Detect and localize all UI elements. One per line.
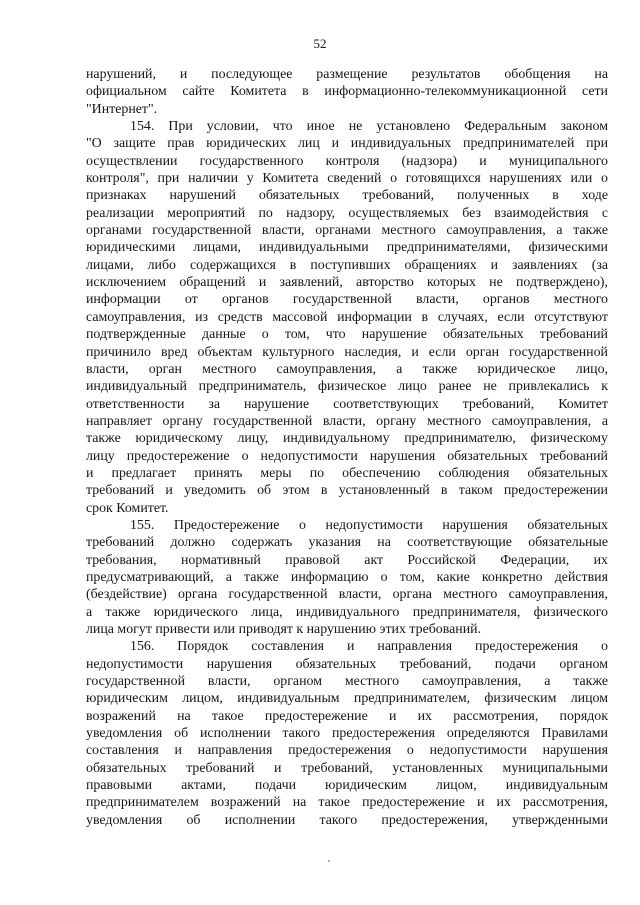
text-line: недопустимости нарушения обязательных требований, подачи органом	[86, 656, 608, 672]
text-line: лицу предостережение о недопустимости нарушения обязательных требований	[86, 448, 608, 464]
text-line: обязательных требований и требований, установленных муниципальными	[86, 760, 608, 776]
text-line: "Интернет".	[86, 101, 158, 117]
text-line: предпринимателем возражений на такое предостережение и их рассмотрения,	[86, 795, 608, 811]
text-line: а также юридического лица, индивидуального предпринимателя, физического	[86, 604, 608, 620]
text-line: предусматривающий, а также информацию о том, какие конкретно действия	[86, 569, 608, 585]
text-line: (бездействие) органа государственной власти, органа местного самоуправления,	[86, 587, 608, 603]
scan-speck	[328, 860, 330, 862]
text-line: 155. Предостережение о недопустимости нарушения обязательных	[130, 517, 608, 533]
text-line: правовыми актами, подачи юридическим лицом, индивидуальным	[86, 778, 608, 794]
text-line: требований должно содержать указания на соответствующие обязательные	[86, 535, 608, 551]
text-line: нарушений, и последующее размещение результатов обобщения на	[86, 67, 608, 82]
text-line: юридическим лицом, индивидуальным предпринимателем, физическим лицом	[86, 691, 608, 707]
text-line: лица могут привести или приводят к нарушению этих требований.	[86, 622, 482, 637]
text-line: подтвержденные данные о том, что нарушение обязательных требований	[86, 327, 608, 343]
text-line: ответственности за нарушение соответствующих требований, Комитет	[86, 396, 608, 412]
text-line: органами государственной власти, органами местного самоуправления, а также	[86, 223, 608, 239]
text-line: требований и уведомить об этом в установленный в таком предостережении	[86, 483, 608, 499]
text-line: официальном сайте Комитета в информационно-телекоммуникационной сети	[86, 84, 608, 100]
text-line: власти, орган местного самоуправления, а также юридическое лицо,	[86, 361, 608, 377]
text-line: юридическими лицами, индивидуальными предпринимателями, физическими	[86, 240, 608, 256]
text-line: и предлагает принять меры по обеспечению соблюдения обязательных	[86, 465, 608, 481]
text-line: уведомления об исполнении такого предостережения определяются Правилами	[86, 726, 608, 742]
text-line: контроля", при наличии у Комитета сведений о готовящихся нарушениях или о	[86, 171, 608, 187]
text-line: 154. При условии, что иное не установлено Федеральным законом	[130, 119, 608, 135]
text-line: информации от органов государственной власти, органов местного	[86, 292, 608, 308]
text-line: 156. Порядок составления и направления предостережения о	[130, 639, 608, 655]
text-line: государственной власти, органом местного самоуправления, а также	[86, 674, 608, 690]
text-line: направляет органу государственной власти, органу местного самоуправления, а	[86, 413, 608, 429]
text-line: причинило вред объектам культурного наследия, и если орган государственной	[86, 344, 608, 360]
text-line: также юридическому лицу, индивидуальному предпринимателю, физическому	[86, 431, 608, 447]
text-line: уведомления об исполнении такого предостережения, утвержденными	[86, 812, 608, 828]
text-line: составления и направления предостережения о недопустимости нарушения	[86, 743, 608, 759]
text-line: признаках нарушений обязательных требований, полученных в ходе	[86, 188, 608, 204]
document-body	[86, 66, 608, 829]
text-line: реализации мероприятий по надзору, осуществляемых без взаимодействия с	[86, 205, 608, 221]
text-line: самоуправления, из средств массовой информации в случаях, если отсутствуют	[86, 309, 608, 325]
text-line: срок Комитет.	[86, 500, 169, 516]
text-line: осуществлении государственного контроля (надзора) и муниципального	[86, 153, 608, 169]
text-line: исключением обращений и заявлений, авторство которых не подтверждено),	[86, 275, 608, 291]
text-line: "О защите прав юридических лиц и индивидуальных предпринимателей при	[86, 136, 608, 152]
text-line: требования, нормативный правовой акт Российской Федерации, их	[86, 552, 608, 568]
text-line: возражений на такое предостережение и их рассмотрения, порядок	[86, 708, 608, 724]
page-number: 52	[313, 36, 327, 51]
text-line: индивидуальный предприниматель, физическое лицо ранее не привлекались к	[86, 379, 608, 395]
text-line: лицами, либо содержащихся в поступивших обращениях и заявлениях (за	[86, 257, 608, 273]
